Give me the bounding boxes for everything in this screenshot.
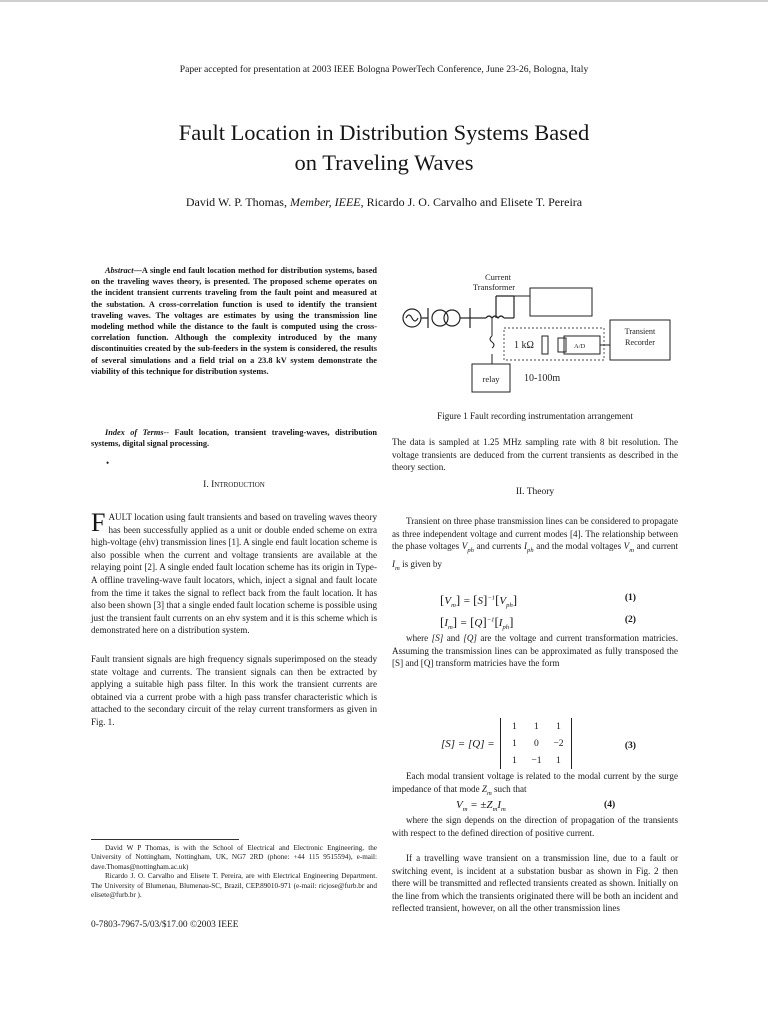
intro-heading-num: I.: [203, 480, 212, 490]
title-line-2: on Traveling Waves: [294, 150, 474, 175]
equation-3-number-row: [392, 737, 678, 760]
title-line-1: Fault Location in Distribution Systems Based: [178, 120, 590, 145]
theory-p1-d: and current: [636, 541, 678, 552]
matrix-cell: 1: [512, 738, 517, 749]
equation-2-number: (2): [624, 614, 636, 625]
matrix-cell: 1: [556, 721, 561, 732]
such-that-text: such that: [491, 783, 527, 794]
equation-2: [392, 614, 678, 634]
where-c: are the voltage and current transformation matricies. Assuming the transmission lines can be approximated as fully transposed the [S] and [Q] transform matricies have the form: [392, 633, 678, 669]
equation-1-number: (1): [624, 592, 636, 603]
matrix-cell: 1: [512, 721, 517, 732]
transformer-coil-icon: [486, 316, 504, 318]
theory-p1-b: and currents: [473, 541, 525, 552]
index-terms-lead: Index of Terms--: [105, 428, 170, 437]
intro-heading: [91, 480, 377, 490]
where-b: and: [443, 633, 464, 643]
transform-matrices-paragraph: [392, 632, 678, 670]
theory-heading: II. Theory: [515, 487, 555, 497]
index-terms-text: Fault location, transient traveling-waves, distribution systems, digital signal processing.: [91, 428, 377, 449]
stray-mark: •: [106, 458, 110, 468]
symbol-vph: $V_{ph}$: [461, 541, 474, 554]
sign-paragraph: where the sign depends on the direction of propagation of the transients with respect to the defined direction of positive current.: [392, 815, 678, 838]
intro-paragraph-2: Fault transient signals are high frequency signals superimposed on the steady state voltage and currents. The transient signals can then be extracted by applying a suitable high pass filter. In this work the transient currents are obtained via a current probe with a high pass transfer characteristic which is attached to the secondary circuit of the relay current transformers as given in Fig. 1.: [91, 653, 377, 727]
footnote-rule: [91, 839, 239, 840]
intro-section: [91, 480, 377, 729]
matrix-cell: 1: [512, 755, 517, 766]
matrix-cell: 1: [534, 721, 539, 732]
recorder-label: Transient: [624, 327, 656, 336]
symbol-iph: $I_{ph}$: [524, 541, 534, 554]
symbol-q: [Q]: [463, 633, 477, 643]
line-conductor: [403, 296, 514, 328]
paper-title: [0, 118, 768, 178]
equation-1: [392, 592, 678, 612]
equation-2-math: $[I_m] = [Q]^{-1}[I_{ph}]$: [440, 614, 514, 632]
symbol-vm: $V_m$: [623, 541, 634, 554]
matrix-cell: −2: [553, 738, 564, 749]
each-modal-text: Each modal transient voltage is related to the modal current by the surge impedance of that mode: [392, 771, 678, 794]
matrix-cell: 0: [534, 738, 539, 749]
theory-p1-e: is given by: [399, 558, 442, 569]
drop-cap: F: [91, 508, 106, 537]
authors-membership: Member, IEEE: [289, 195, 361, 209]
equation-3-lhs: [S] = [Q] =: [441, 737, 495, 750]
symbol-s: [S]: [431, 633, 444, 643]
equation-4-number: (4): [604, 799, 616, 810]
theory-paragraph-1: [392, 515, 678, 575]
surge-impedance-paragraph: [392, 770, 678, 800]
theory-p1-c: and the modal voltages: [533, 541, 624, 552]
ct-label-2: Transformer: [472, 282, 516, 292]
theory-p1-a: Transient on three phase transmission lines can be considered to propagate as three independent voltage and current modes [4]. The relationship between the phase voltages: [392, 516, 678, 552]
figure-1-diagram: [392, 268, 678, 406]
recorder-label-2: Recorder: [624, 338, 656, 347]
matrix-cell: 1: [556, 755, 561, 766]
equation-4-math: $V_m = \pm Z_mI_m$: [456, 799, 506, 814]
probe-coil-icon: [490, 336, 494, 348]
equation-3-number: (3): [624, 740, 636, 751]
authors-part-a: David W. P. Thomas,: [185, 195, 290, 209]
abstract-lead: Abstract—: [105, 266, 142, 275]
copyright-code: 0-7803-7967-5/03/$17.00 ©2003 IEEE: [91, 920, 239, 930]
resistor-icon: [542, 336, 548, 354]
index-terms: [91, 427, 377, 449]
ct-label: Current: [485, 272, 511, 282]
authors-part-c: , Ricardo J. O. Carvalho and Elisete T. Pereira: [360, 195, 583, 209]
footnote-author-1: David W P Thomas, is with the School of Electrical and Electronic Engineering, the University of Nottingham, Nottingham, UK, NG7 2RD (phone: +44 115 9515594), e-mail: dave.Thomas@nottingham.ac.uk): [91, 844, 377, 871]
figure-1-caption: Figure 1 Fault recording instrumentation arrangement: [437, 411, 633, 421]
relay-label: relay: [482, 374, 500, 384]
adc-label: A/D: [574, 343, 586, 350]
page-top-edge: [0, 0, 768, 2]
intro-heading-text: Introduction: [211, 480, 265, 490]
symbol-zm: $Z_m$: [481, 783, 492, 797]
resistor-label: 1 kΩ: [514, 340, 534, 351]
capacitor-icon: [558, 338, 566, 352]
matrix-cell: −1: [531, 755, 542, 766]
abstract: [91, 265, 377, 377]
author-list: [0, 195, 768, 210]
upper-enclosure: [530, 288, 592, 316]
footnote-author-2: Ricardo J. O. Carvalho and Elisete T. Pereira, are with Electrical Engineering Department. The University of Blumenau, Blumenau-SC, Brazil, CEP.89010-971 (e-mail: ricjose@furb.br and elisete@furb.br ).: [91, 872, 377, 900]
sine-wave-icon: [406, 315, 418, 321]
footnote: [91, 844, 377, 900]
ct-coil-icon-2: [444, 310, 460, 326]
sampling-paragraph: The data is sampled at 1.25 MHz sampling rate with 8 bit resolution. The voltage transients are deduced from the current transients as described in the theory section.: [392, 437, 678, 473]
travelling-wave-paragraph: If a travelling wave transient on a transmission line, due to a fault or switching event, is incident at a substation busbar as shown in Fig. 2 then there will be transmitted and reflected transients created as shown. Initially on the line from which the transients originated there will be both an incident and reflected transient, however, on all the other transmission lines: [392, 853, 678, 914]
equation-1-math: $[V_m] = [S]^{-1}[V_{ph}]$: [440, 592, 518, 610]
conference-note: Paper accepted for presentation at 2003 IEEE Bologna PowerTech Conference, June 23-26, Bologna, Italy: [179, 64, 589, 75]
where-a: where: [406, 633, 432, 643]
abstract-text: A single end fault location method for distribution systems, based on the traveling waves theory, is presented. The proposed scheme operates on the incident transient currents traveling from the fault point and measured at the substation. A cross-correlation function is used to identify the transient traveling waves. The voltages are estimates by using the transmission line modeling method while the distance to the fault is computed using the cross-correlation function. Although the complexity introduced by the many discontinuities created by the sub-feeders in the system is considered, the results of several simulations and a field trial on a 23.8 kV system demonstrate the viability of this technique for distribution systems.: [91, 266, 377, 376]
intro-p1-text: AULT location using fault transients and based on traveling waves theory has been successfully applied as a unit or double ended scheme on extra high-voltage (ehv) transmission lines [1]. A single end fault location scheme is also possible when the current and voltage transients are available at the relaying point [2]. A single ended fault location scheme has its origin in Type-A offline traveling-wave fault locators, which, inject a signal and fault locate from the time it takes the signal to reflect back from the fault location. It has also been shown [3] that a single ended fault location scheme is possible using just the transient fault currents on an ehv system and it is this scheme which is demonstrated here on a distribution system.: [91, 512, 377, 636]
intro-paragraph-1: [91, 508, 377, 637]
symbol-im: $I_m$: [392, 558, 400, 572]
distance-label: 10-100m: [524, 373, 561, 384]
